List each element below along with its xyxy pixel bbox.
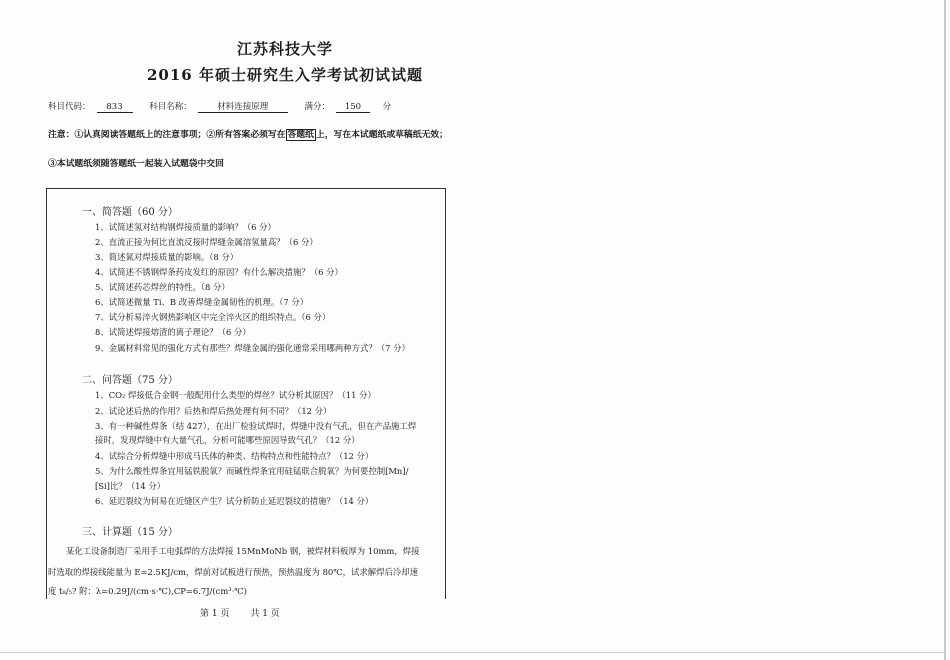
s2-question-3a: 3、有一种碱性焊条（结 427），在出厂检验试焊时，焊缝中没有气孔，但在产品施工焊	[95, 421, 417, 431]
notice-line-2: ③本试题纸须随答题纸一起装入试题袋中交回	[48, 159, 224, 169]
page-edge-bottom	[0, 652, 946, 653]
university-name: 江苏科技大学	[236, 40, 333, 58]
s1-question: 1、试简述氢对结构钢焊接质量的影响？（6 分）	[95, 222, 276, 232]
page-number: 第 1 页	[200, 609, 230, 619]
s1-question: 3、简述氮对焊接质量的影响。（8 分）	[95, 252, 239, 262]
exam-title: 2016 年硕士研究生入学考试初试试题	[147, 66, 423, 84]
s3-text-line-1: 某化工设备制造厂采用手工电弧焊的方法焊接 15MnMoNb 钢，被焊材料板厚为 10mm，焊接	[66, 546, 420, 556]
s2-question-5b: [Si]比？（14 分）	[95, 481, 166, 491]
s2-question-5a: 5、为什么酸性焊条宜用锰铁脱氧？而碱性焊条宜用硅锰联合脱氧？为何要控制[Mn]/	[95, 466, 409, 476]
s2-question-6: 6、延迟裂纹为何易在近缝区产生？试分析防止延迟裂纹的措施？（14 分）	[95, 496, 374, 506]
s1-question: 9、金属材料常见的强化方式有那些？焊缝金属的强化通常采用哪两种方式？（7 分）	[95, 343, 410, 353]
s1-question: 8、试简述焊接熔渣的离子理论？（6 分）	[95, 327, 251, 337]
notice-text-b: 上，写在本试题纸或草稿纸无效；	[315, 130, 448, 140]
section-1-title: 一、简答题（60 分）	[82, 207, 178, 218]
s1-question: 4、试简述不锈钢焊条药皮发红的原因？有什么解决措施？（6 分）	[95, 267, 343, 277]
full-score-unit: 分	[382, 102, 392, 112]
section-3-title: 三、计算题（15 分）	[82, 527, 178, 538]
subject-name-label: 科目名称：	[149, 102, 192, 112]
s2-question-1: 1、CO₂ 焊接低合金钢一般配用什么类型的焊丝？试分析其原因？（11 分）	[95, 390, 376, 400]
s2-question-2: 2、试论述后热的作用？后热和焊后热处理有何不同？（12 分）	[95, 406, 332, 416]
full-score-label: 满分：	[304, 102, 330, 112]
subject-info	[48, 100, 397, 113]
subject-name-value: 材料连接原理	[198, 100, 288, 113]
s3-text-line-3: 度 t₈/₅? 附：λ=0.29J/(cm·s·℃),CP=6.7J/(cm³·℃)	[48, 586, 247, 596]
page-edge-right	[944, 0, 946, 660]
page-total: 共 1 页	[250, 609, 280, 619]
notice-text-a: 注意：①认真阅读答题纸上的注意事项；②所有答案必须写在	[48, 130, 286, 140]
subject-code-value: 833	[97, 102, 133, 113]
full-score-value: 150	[336, 102, 370, 113]
answer-sheet-boxed: 答题纸	[287, 130, 314, 140]
notice-line-1	[48, 127, 448, 140]
s1-question: 5、试简述药芯焊丝的特性。（8 分）	[95, 282, 230, 292]
section-2-title: 二、问答题（75 分）	[82, 375, 178, 386]
s1-question: 6、试简述微量 Ti、B 改善焊缝金属韧性的机理。（7 分）	[95, 297, 309, 307]
s1-question: 7、试分析易淬火钢热影响区中完全淬火区的组织特点。（6 分）	[95, 312, 331, 322]
s3-text-line-2: 时选取的焊接线能量为 E=2.5KJ/cm，焊前对试板进行预热，预热温度为 80℃，试求解焊后冷却速	[48, 567, 418, 577]
s2-question-3b: 接时，发现焊缝中有大量气孔，分析可能哪些原因导致气孔？（12 分）	[95, 435, 360, 445]
page-footer	[200, 606, 298, 619]
s1-question: 2、直流正接为何比直流反接时焊缝金属溶氢量高？（6 分）	[95, 237, 318, 247]
s2-question-4: 4、试综合分析焊缝中形成马氏体的种类、结构特点和性能特点？（12 分）	[95, 451, 374, 461]
subject-code-label: 科目代码：	[48, 102, 91, 112]
